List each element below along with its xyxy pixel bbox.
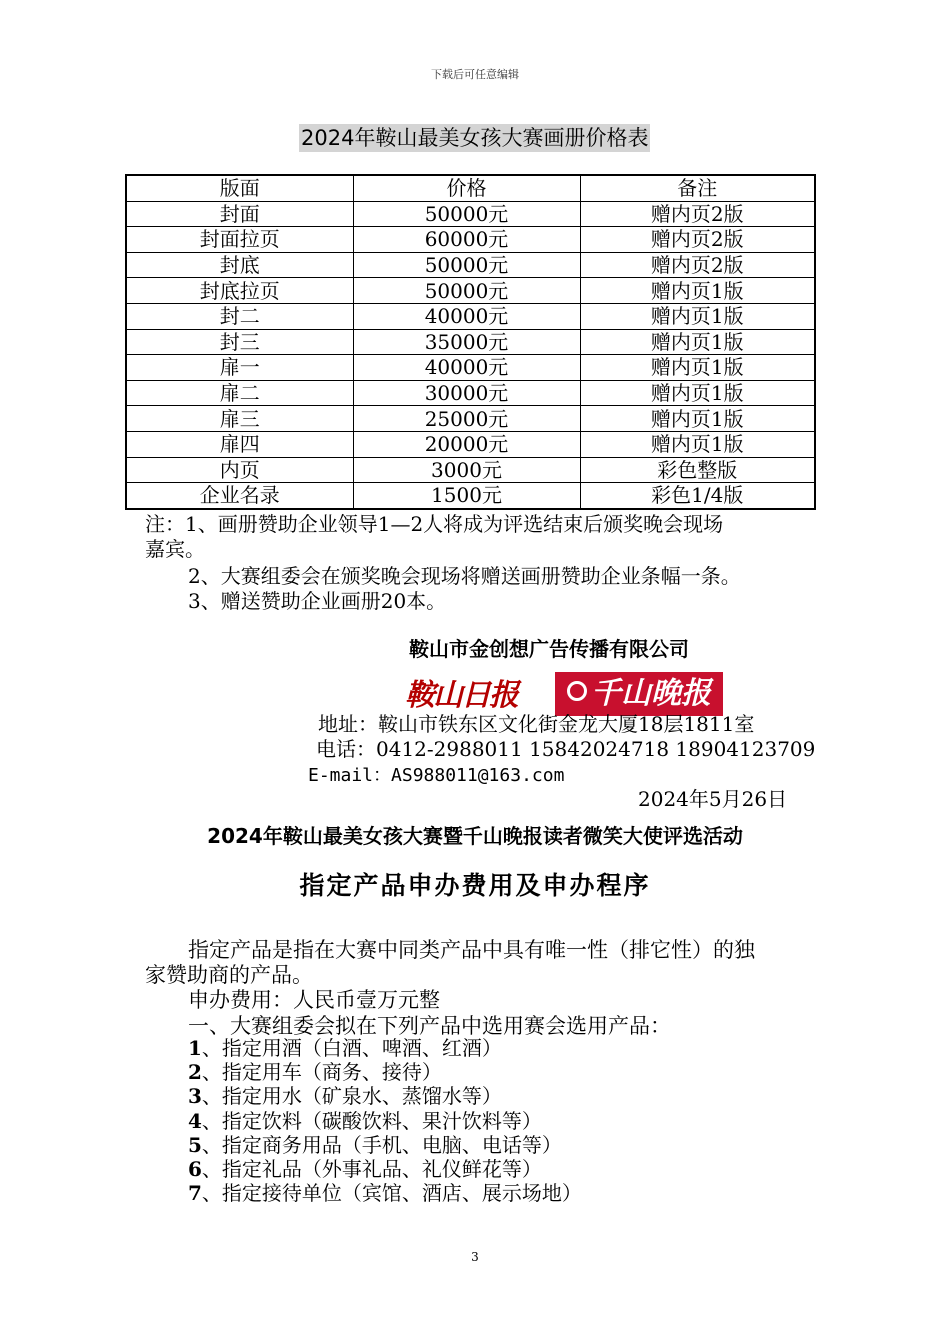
phone: 电话：0412-2988011 15842024718 18904123709 bbox=[316, 737, 816, 761]
table-cell: 彩色整版 bbox=[580, 457, 815, 483]
table-row bbox=[126, 380, 815, 406]
table-row bbox=[126, 457, 815, 483]
table-cell: 1500元 bbox=[353, 483, 580, 509]
list-item-text: 、指定礼品（外事礼品、礼仪鲜花等） bbox=[201, 1157, 542, 1181]
table-cell: 赠内页1版 bbox=[580, 431, 815, 457]
table-header-row bbox=[126, 175, 815, 201]
table-row bbox=[126, 227, 815, 253]
note-line-1: 注：1、画册赞助企业领导1—2人将成为评选结束后颁奖晚会现场 bbox=[145, 512, 724, 536]
document-title: 2024年鞍山最美女孩大赛画册价格表 bbox=[301, 126, 649, 150]
table-row bbox=[126, 201, 815, 227]
table-cell: 扉三 bbox=[126, 406, 353, 432]
table-cell: 赠内页1版 bbox=[580, 355, 815, 381]
table-cell: 40000元 bbox=[353, 355, 580, 381]
page-number: 3 bbox=[471, 1250, 479, 1264]
list-item-text: 、指定用酒（白酒、啤酒、红酒） bbox=[201, 1036, 502, 1060]
table-row bbox=[126, 278, 815, 304]
table-cell: 封面 bbox=[126, 201, 353, 227]
logo-mark-icon bbox=[567, 681, 587, 701]
list-item bbox=[188, 1036, 502, 1060]
paragraph-line-1: 指定产品是指在大赛中同类产品中具有唯一性（排它性）的独 bbox=[188, 938, 755, 962]
table-row bbox=[126, 329, 815, 355]
list-item-number: 1 bbox=[188, 1036, 202, 1060]
table-cell: 赠内页1版 bbox=[580, 406, 815, 432]
column-header: 备注 bbox=[580, 175, 815, 201]
list-item-text: 、指定饮料（碳酸饮料、果汁饮料等） bbox=[201, 1108, 542, 1133]
table-cell: 封底 bbox=[126, 252, 353, 278]
list-item-number: 3 bbox=[188, 1084, 202, 1109]
column-header: 版面 bbox=[126, 175, 353, 201]
table-cell: 彩色1/4版 bbox=[580, 483, 815, 509]
table-cell: 封底拉页 bbox=[126, 278, 353, 304]
list-item bbox=[188, 1157, 542, 1181]
table-cell: 50000元 bbox=[353, 252, 580, 278]
table-row bbox=[126, 431, 815, 457]
table-row bbox=[126, 303, 815, 329]
table-cell: 封二 bbox=[126, 303, 353, 329]
section-heading-1: 2024年鞍山最美女孩大赛暨千山晚报读者微笑大使评选活动 bbox=[207, 824, 743, 848]
logo2-text: 千山晚报 bbox=[591, 676, 711, 711]
header-note: 下载后可任意编辑 bbox=[431, 68, 519, 81]
list-item-text: 、指定接待单位（宾馆、酒店、展示场地） bbox=[201, 1181, 582, 1206]
email: E-mail：AS988011@163.com bbox=[308, 765, 565, 786]
table-cell: 50000元 bbox=[353, 201, 580, 227]
note-line-3: 3、赠送赞助企业画册20本。 bbox=[188, 589, 447, 613]
address: 地址：鞍山市铁东区文化街金龙大厦18层1811室 bbox=[318, 712, 755, 736]
table-row bbox=[126, 252, 815, 278]
note-line-2: 2、大赛组委会在颁奖晚会现场将赠送画册赞助企业条幅一条。 bbox=[188, 564, 741, 588]
table-row bbox=[126, 483, 815, 509]
list-item-text: 、指定用车（商务、接待） bbox=[201, 1060, 442, 1085]
table-cell: 40000元 bbox=[353, 303, 580, 329]
table-cell: 30000元 bbox=[353, 380, 580, 406]
table-cell: 企业名录 bbox=[126, 483, 353, 509]
table-cell: 扉一 bbox=[126, 355, 353, 381]
table-cell: 25000元 bbox=[353, 406, 580, 432]
list-item-number: 2 bbox=[188, 1060, 202, 1085]
table-cell: 赠内页2版 bbox=[580, 201, 815, 227]
list-item-text: 、指定用水（矿泉水、蒸馏水等） bbox=[201, 1084, 502, 1109]
list-item-number: 4 bbox=[188, 1108, 202, 1133]
table-row bbox=[126, 406, 815, 432]
table-cell: 35000元 bbox=[353, 329, 580, 355]
table-cell: 赠内页1版 bbox=[580, 329, 815, 355]
list-item-number: 6 bbox=[188, 1157, 202, 1181]
list-item-number: 5 bbox=[188, 1132, 202, 1157]
company-name: 鞍山市金创想广告传播有限公司 bbox=[409, 637, 689, 661]
intro-line: 一、大赛组委会拟在下列产品中选用赛会选用产品： bbox=[188, 1014, 671, 1038]
list-item bbox=[188, 1084, 502, 1108]
table-cell: 赠内页2版 bbox=[580, 252, 815, 278]
table-cell: 内页 bbox=[126, 457, 353, 483]
table-cell: 20000元 bbox=[353, 431, 580, 457]
table-cell: 封三 bbox=[126, 329, 353, 355]
table-cell: 赠内页1版 bbox=[580, 303, 815, 329]
fee-line: 申办费用：人民币壹万元整 bbox=[188, 988, 440, 1012]
table-row bbox=[126, 355, 815, 381]
table-cell: 3000元 bbox=[353, 457, 580, 483]
table-cell: 赠内页1版 bbox=[580, 278, 815, 304]
section-heading-2: 指定产品申办费用及申办程序 bbox=[299, 871, 651, 900]
list-item bbox=[188, 1181, 582, 1205]
list-item-number: 7 bbox=[188, 1181, 202, 1206]
table-cell: 60000元 bbox=[353, 227, 580, 253]
list-item bbox=[188, 1060, 442, 1084]
note-line-1b: 嘉宾。 bbox=[145, 537, 205, 561]
table-cell: 50000元 bbox=[353, 278, 580, 304]
table-cell: 扉四 bbox=[126, 431, 353, 457]
paragraph-line-2: 家赞助商的产品。 bbox=[145, 963, 313, 987]
table-cell: 赠内页2版 bbox=[580, 227, 815, 253]
column-header: 价格 bbox=[353, 175, 580, 201]
price-table bbox=[125, 174, 816, 510]
table-cell: 赠内页1版 bbox=[580, 380, 815, 406]
qianshan-evening-logo bbox=[555, 672, 723, 716]
list-item bbox=[188, 1133, 562, 1157]
table-cell: 封面拉页 bbox=[126, 227, 353, 253]
anshan-daily-logo: 鞍山日报 bbox=[405, 678, 517, 713]
list-item-text: 、指定商务用品（手机、电脑、电话等） bbox=[201, 1132, 562, 1157]
list-item bbox=[188, 1109, 542, 1133]
date: 2024年5月26日 bbox=[638, 787, 788, 811]
table-cell: 扉二 bbox=[126, 380, 353, 406]
